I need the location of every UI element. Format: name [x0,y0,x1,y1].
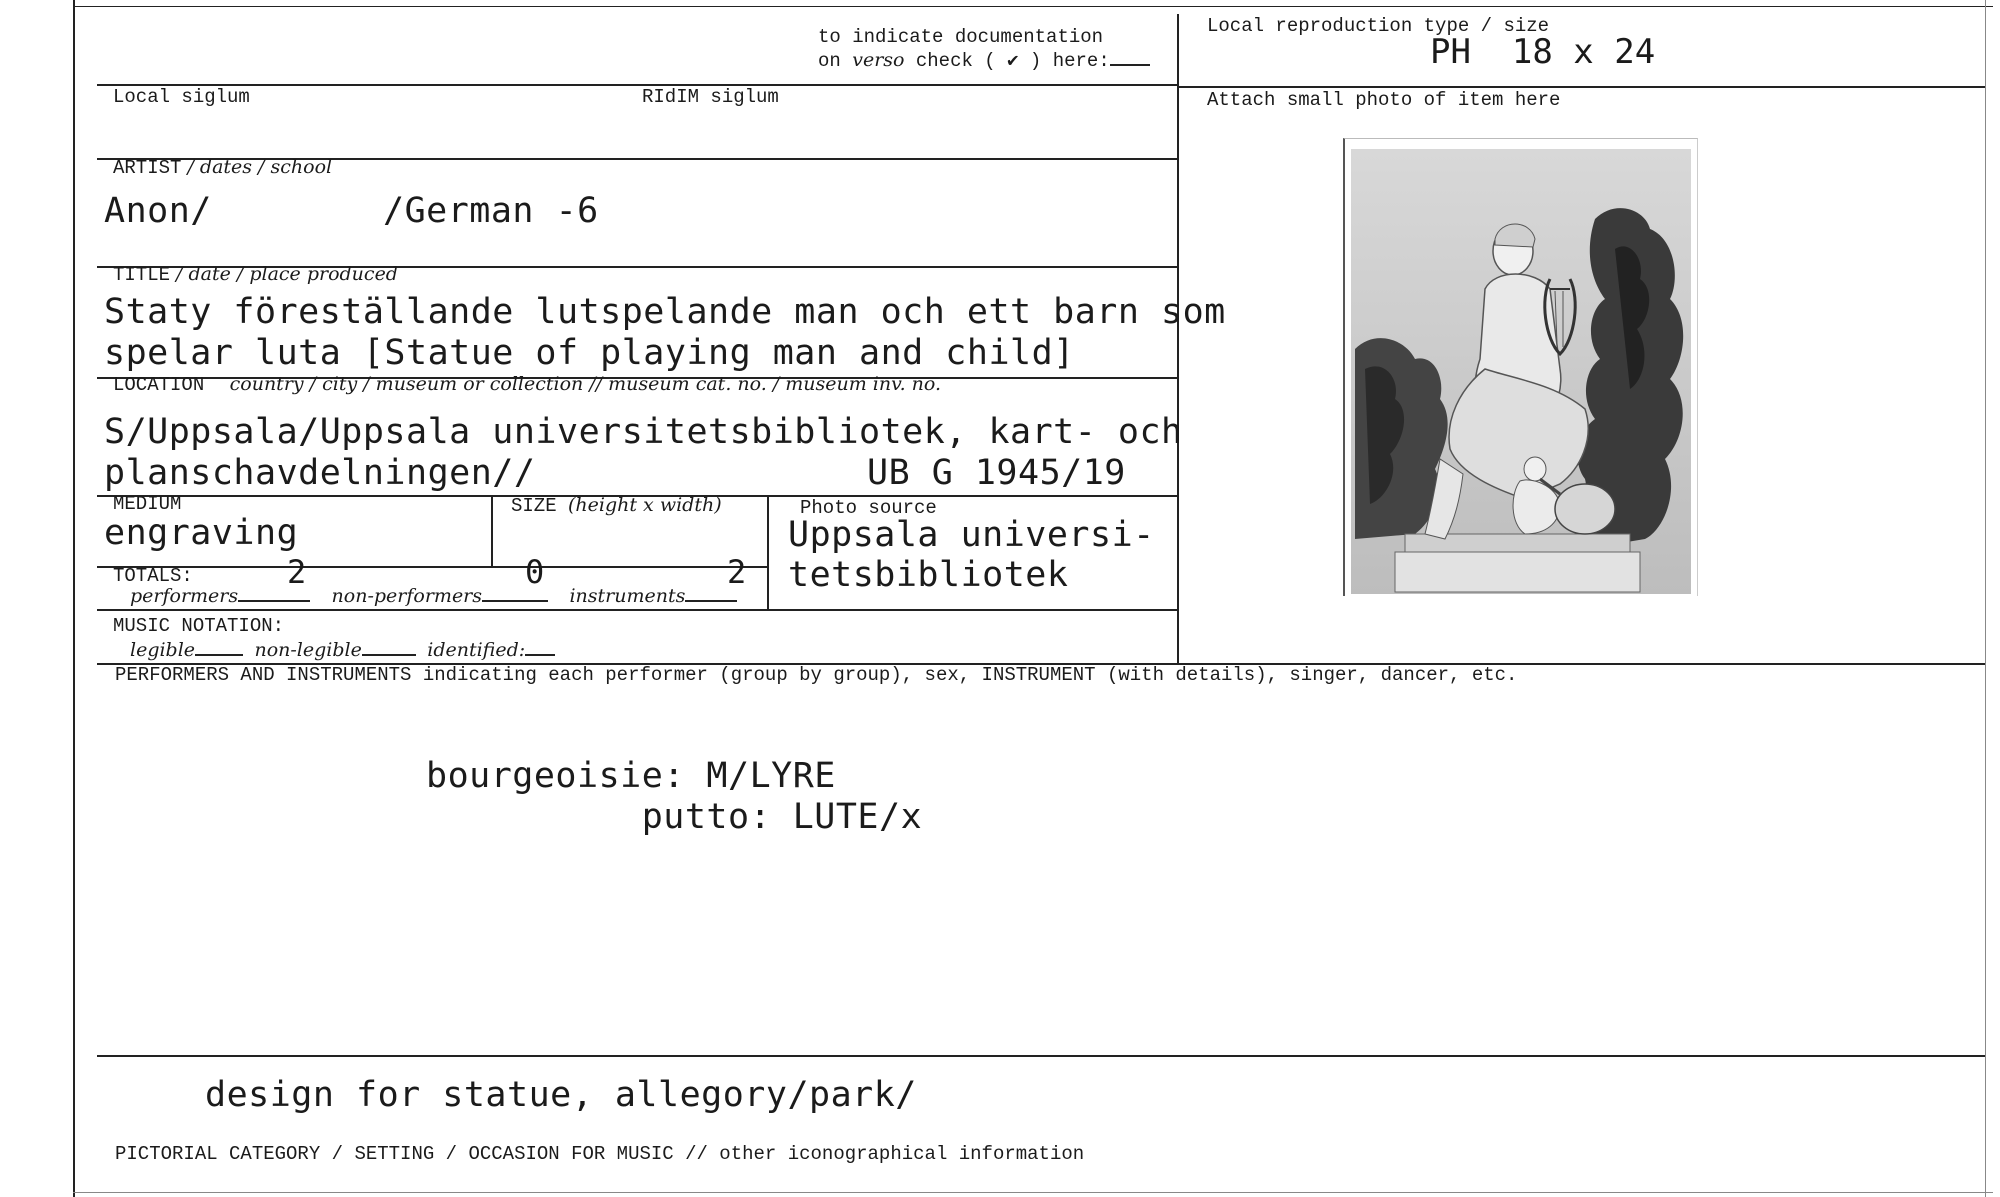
documentation-line-2 [818,49,1150,72]
location-line-1: S/Uppsala/Uppsala universitetsbibliotek, kart- och [104,412,1183,452]
performers-instruments-label [115,664,1517,686]
title-line-2: spelar luta [Statue of playing man and child] [104,333,1075,373]
photo-source-line-2: tetsbibliotek [788,555,1069,595]
statue-engraving-image [1345,139,1697,596]
rule-notation-top [97,609,1177,611]
pictorial-category-label [115,1143,1084,1165]
performers-instruments-label-rest: indicating each performer (group by group), sex, INSTRUMENT (with details), singer, dancer, etc. [411,664,1518,686]
size-divider-left [491,495,493,566]
documentation-check-text: check ( ✔ ) here: [904,50,1110,72]
performers-blank[interactable] [238,600,310,602]
card-bottom-border [73,1192,1993,1193]
photo-attach-label: Attach small photo of item here [1207,89,1561,111]
identified-blank[interactable] [525,654,555,656]
size-divider-right [767,495,769,611]
performers-instruments-label-main: PERFORMERS AND INSTRUMENTS [115,664,412,686]
artist-school: /German -6 [383,191,599,231]
size-label [511,494,722,517]
location-label [113,373,941,396]
artist-label-rest: / dates / school [181,156,333,178]
pictorial-category-label-rest: other iconographical information [707,1143,1085,1165]
size-label-rest: (height x width) [568,494,722,516]
documentation-prefix: on [818,50,853,72]
title-label [113,263,398,286]
photo-source-line-1: Uppsala universi- [788,515,1155,555]
legible-blank[interactable] [195,654,243,656]
location-inventory-number: UB G 1945/19 [867,453,1126,493]
ridim-siglum-label: RIdIM siglum [642,86,779,108]
artist-label [113,156,332,179]
column-divider [1177,14,1179,664]
identified-label: identified: [427,639,526,661]
rule-sigla-top [97,84,1179,86]
pictorial-category-value: design for statue, allegory/park/ [205,1075,917,1115]
rule-totals-top [97,566,769,568]
title-label-rest: / date / place produced [170,263,398,285]
pictorial-category-label-main: PICTORIAL CATEGORY / SETTING / OCCASION FOR MUSIC // [115,1143,708,1165]
documentation-line-1: to indicate documentation [818,26,1104,48]
instruments-blank[interactable] [685,600,737,602]
location-label-main: LOCATION [113,374,205,396]
documentation-verso: verso [852,49,905,71]
location-label-rest: country / city / museum or collection // museum cat. no. / museum inv. no. [229,373,942,395]
legible-label: legible [130,639,196,661]
non-legible-label: non-legible [254,639,362,661]
non-performers-blank[interactable] [482,600,548,602]
card-top-border [73,6,1993,7]
medium-label: MEDIUM [113,493,182,515]
local-siglum-label: Local siglum [113,86,250,108]
location-line-2: planschavdelningen// [104,453,536,493]
performer-line-1: bourgeoisie: M/LYRE [426,756,836,796]
rule-category-top [97,1055,1985,1057]
title-line-1: Staty föreställande lutspelande man och ett barn som [104,292,1226,332]
documentation-check-blank[interactable] [1110,64,1150,66]
size-label-main: SIZE [511,495,557,517]
title-label-main: TITLE [113,264,171,286]
totals-fields-row [130,585,737,608]
card-right-border [1985,0,1986,1197]
engraving-photo [1343,138,1698,596]
totals-non-performers-value: 0 [525,553,545,591]
music-notation-label: MUSIC NOTATION: [113,615,285,637]
notation-fields-row [130,639,555,662]
instruments-label: instruments [569,585,686,607]
performer-line-2 [426,797,922,837]
medium-value: engraving [104,513,299,553]
non-legible-blank[interactable] [362,654,416,656]
reproduction-label: Local reproduction type / size [1207,15,1550,37]
non-performers-label: non-performers [331,585,483,607]
performer-line-2-text: putto: LUTE/x [641,797,923,837]
artist-name: Anon/ [104,191,212,231]
card-left-border [73,0,75,1197]
rule-photo-top [1177,86,1985,88]
performers-label: performers [130,585,239,607]
photo-source-label: Photo source [800,497,937,519]
artist-label-main: ARTIST [113,157,182,179]
totals-instruments-value: 2 [727,553,747,591]
reproduction-value: PH 18 x 24 [1430,32,1656,72]
totals-label: TOTALS: [113,565,193,587]
totals-performers-value: 2 [287,553,307,591]
